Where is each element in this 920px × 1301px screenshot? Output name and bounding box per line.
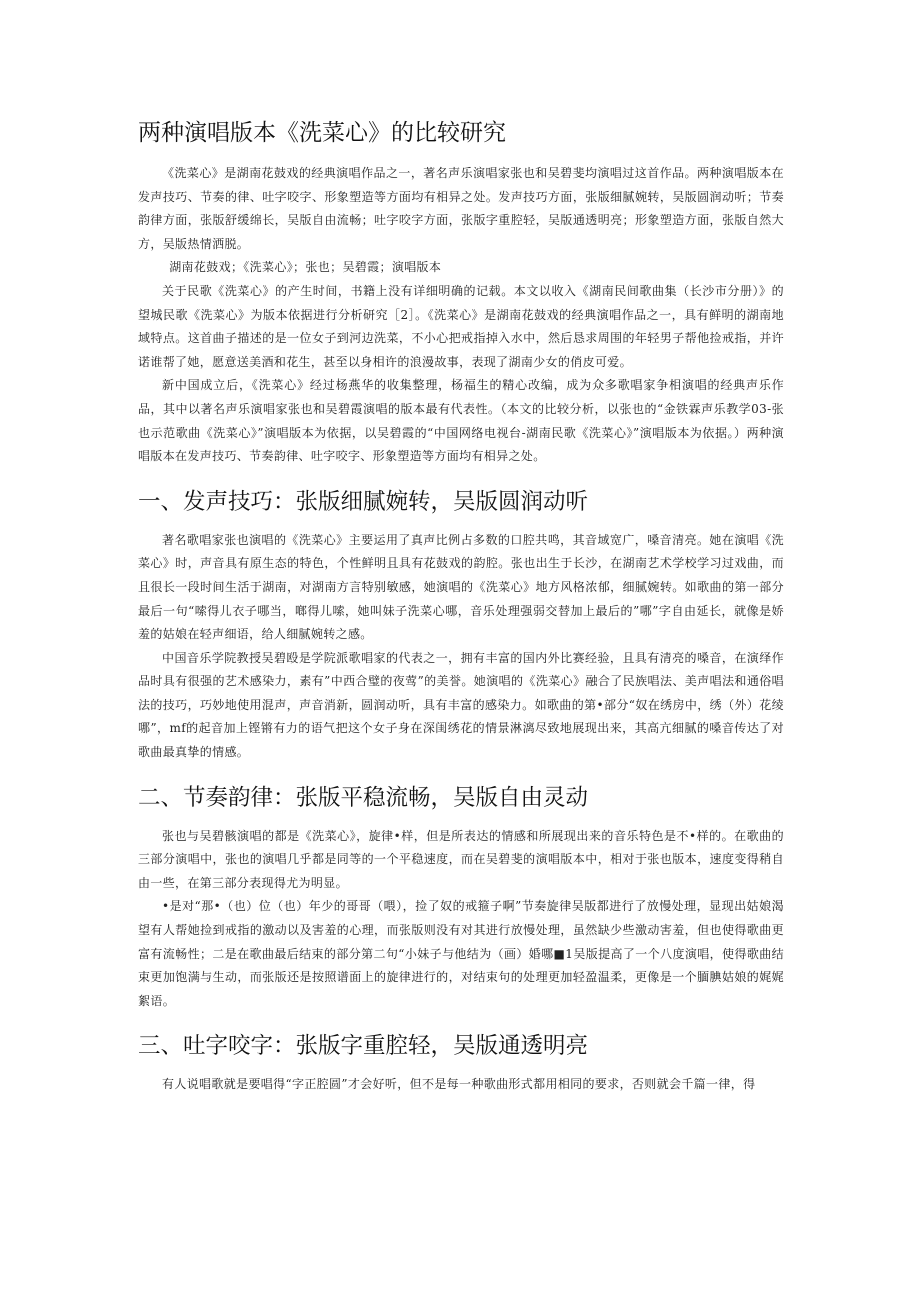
abstract-paragraph: 《洗菜心》是湖南花鼓戏的经典演唱作品之一，著名声乐演唱家张也和吴碧斐均演唱过这首作品。两种演唱版本在发声技巧、节奏的律、吐字咬字、形象塑造等方面均有相异之处。发声技巧方面，张版细腻婉转，吴版圆润动听；节奏韵律方面，张版舒缓绵长，吴版自由流畅；吐字咬字方面，张版字重腔轻，吴版通透明亮；形象塑造方面，张版自然大方，吴版热情洒脱。 — [138, 166, 784, 251]
body-paragraph: 有人说唱歌就是要唱得“字正腔圆”才会好听，但不是每一种歌曲形式都用相同的要求，否则就会千篇一律，得 — [162, 1077, 756, 1092]
intro-paragraph: 关于民歌《洗菜心》的产生时间，书籍上没有详细明确的记载。本文以收入《湖南民间歌曲集（长沙市分册）》的望城民歌《洗菜心》为版本依据进行分析研究［2］。《洗菜心》是湖南花鼓戏的经典演唱作品之一，具有鲜明的湖南地域特点。这首曲子描述的是一位女子到河边洗菜，不小心把戒指掉入水中，然后恳求周围的年轻男子帮他捡戒指，并许诺谁帮了她，愿意送美酒和花生，甚至以身相许的浪漫故事，表现了湖南少女的俏皮可爱。 — [138, 283, 784, 369]
document-page — [138, 118, 784, 1097]
intro-paragraph: 新中国成立后，《洗菜心》经过杨燕华的收集整理，杨福生的精心改编，成为众多歌唱家争相演唱的经典声乐作品，其中以著名声乐演唱家张也和吴碧霞演唱的版本最有代表性。（本文的比较分析，以张也的“金铁霖声乐教学03-张也示范歌曲《洗菜心》”演唱版本为依据，以吴碧霞的“中国网络电视台-湖南民歌《洗菜心》”演唱版本为依据。）两种演唱版本在发声技巧、节奏韵律、吐字咬字、形象塑造等方面均有相异之处。 — [138, 378, 784, 464]
body-paragraph: •是对“那•（也）位（也）年少的哥哥（喂），捡了奴的戒箍子啊”节奏旋律吴版都进行了放慢处理，显现出姑娘渴望有人帮她捡到戒指的激动以及害羞的心理，而张版则没有对其进行放慢处理，虽然缺少些激动害羞，但也使得歌曲更富有流畅性；二是在歌曲最后结束的部分第二句“小妹子与他结为（画）婚哪■1吴版提高了一个八度演唱，使得歌曲结束更加饱满与生动，而张版还是按照谱面上的旋律进行的，对结束句的处理更加轻盈温柔，更像是一个腼腆姑娘的娓娓絮语。 — [138, 899, 784, 1008]
keywords-line: 湖南花鼓戏；《洗菜心》；张也；吴碧霞；演唱版本 — [169, 260, 442, 275]
section-heading: 一、发声技巧：张版细腻婉转，吴版圆润动听 — [138, 488, 589, 515]
section-heading: 二、节奏韵律：张版平稳流畅，吴版自由灵动 — [138, 784, 589, 811]
page-title: 两种演唱版本《洗菜心》的比较研究 — [138, 120, 506, 146]
body-paragraph: 著名歌唱家张也演唱的《洗菜心》主要运用了真声比例占多数的口腔共鸣，其音域宽广，嗓音清亮。她在演唱《洗菜心》时，声音具有原生态的特色，个性鲜明且具有花鼓戏的韵腔。张也出生于长沙，在湖南艺术学校学习过戏曲，而且很长一段时间生活于湖南，对湖南方言特别敏感，她演唱的《洗菜心》地方风格浓郁，细腻婉转。如歌曲的第一部分最后一句“嗦得儿衣子哪当，啷得儿嗦，她叫妹子洗菜心哪，音乐处理强弱交替加上最后的”哪”字自由延长，就像是娇羞的姑娘在轻声细语，给人细腻婉转之感。 — [138, 532, 784, 642]
body-paragraph: 中国音乐学院教授吴碧殴是学院派歌唱家的代表之一，拥有丰富的国内外比赛经验，且具有清亮的嗓音，在演绎作品时具有很强的艺术感染力，素有”中西合璧的夜莺”的美誉。她演唱的《洗菜心》融合了民族唱法、美声唱法和通俗唱法的技巧，巧妙地使用混声，声音消新，圆润动听，具有丰富的感染力。如歌曲的第•部分“奴在绣房中，绣（外）花绫哪”，mf的起音加上铿锵有力的语气把这个女子身在深闺绣花的情景淋漓尽致地展现出来，其高亢细腻的嗓音传达了对歌曲最真挚的情感。 — [138, 650, 784, 760]
section-heading: 三、吐字咬字：张版字重腔轻，吴版通透明亮 — [138, 1033, 589, 1060]
body-paragraph: 张也与吴碧骸演唱的都是《洗菜心》，旋律•样，但是所表达的情感和所展现出来的音乐特色是不•样的。在歌曲的三部分演唱中，张也的演唱几乎都是同等的一个平稳速度，而在吴碧斐的演唱版本中，相对于张也版本，速度变得稍自由一些，在第三部分表现得尤为明显。 — [138, 828, 784, 890]
